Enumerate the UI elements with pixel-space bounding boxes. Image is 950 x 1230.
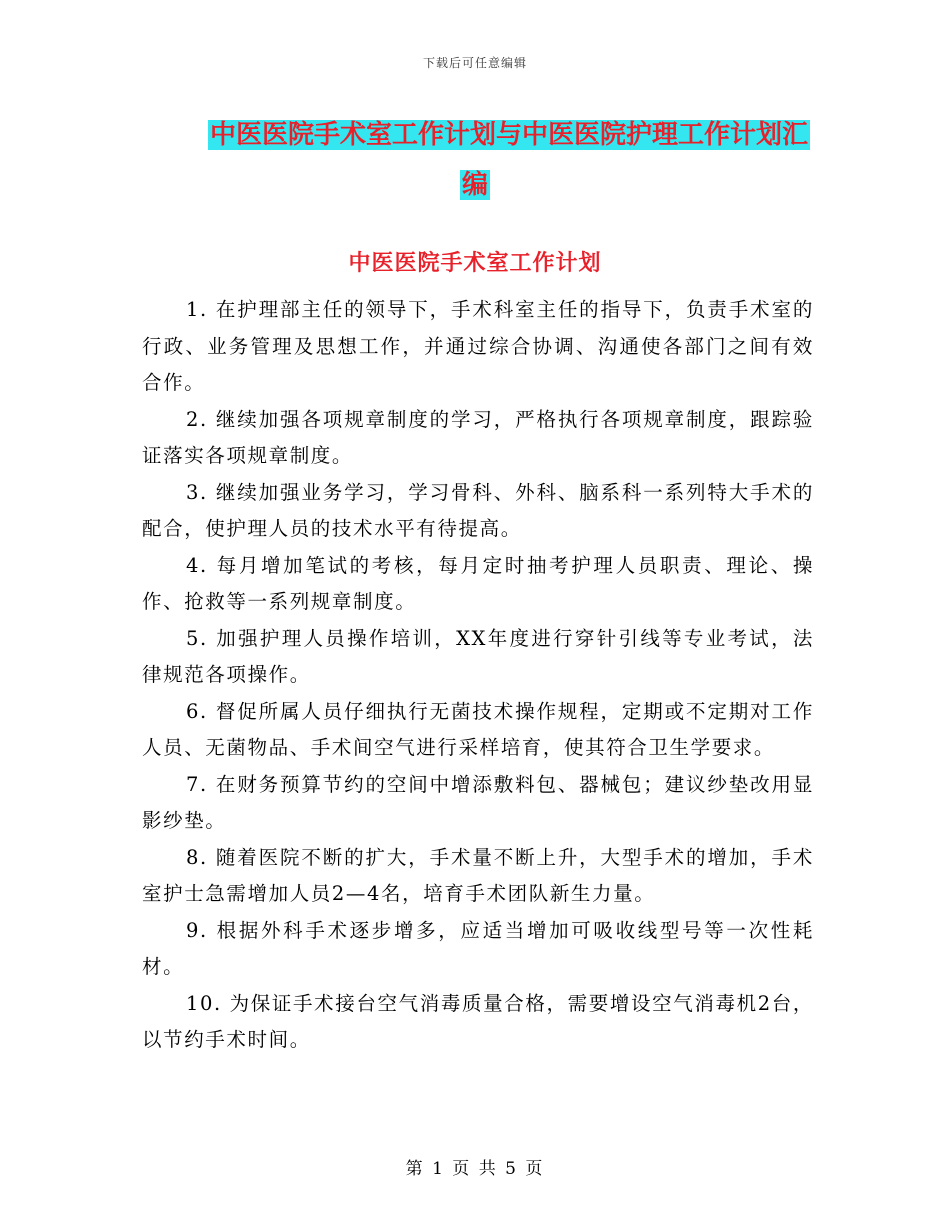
document-title-line-2 [140,160,810,210]
list-item: 1. 在护理部主任的领导下，手术科室主任的指导下，负责手术室的行政、业务管理及思想工作，并通过综合协调、沟通使各部门之间有效合作。 [142,298,814,394]
list-item: 6. 督促所属人员仔细执行无菌技术操作规程，定期或不定期对工作人员、无菌物品、手术间空气进行采样培育，使其符合卫生学要求。 [142,699,814,759]
list-item: 4. 每月增加笔试的考核，每月定时抽考护理人员职责、理论、操作、抢救等一系列规章制度。 [142,553,814,613]
list-item: 9. 根据外科手术逐步增多，应适当增加可吸收线型号等一次性耗材。 [142,918,814,978]
list-item: 10. 为保证手术接台空气消毒质量合格，需要增设空气消毒机2台，以节约手术时间。 [142,991,814,1051]
list-item: 7. 在财务预算节约的空间中增添敷料包、器械包；建议纱垫改用显影纱垫。 [142,772,814,832]
page-number: 第 1 页 共 5 页 [405,1159,545,1179]
document-title-line-1 [140,110,810,160]
header-note: 下载后可任意编辑 [422,56,527,70]
document-title [140,110,810,210]
list-item: 5. 加强护理人员操作培训，XX年度进行穿针引线等专业考试，法律规范各项操作。 [142,626,814,686]
list-item: 8. 随着医院不断的扩大，手术量不断上升，大型手术的增加，手术室护士急需增加人员2—4名，培育手术团队新生力量。 [142,845,814,905]
section-title: 中医医院手术室工作计划 [348,250,602,276]
title-highlight-1: 中医医院手术室工作计划与中医医院护理工作计划汇 [209,120,808,150]
title-highlight-2: 编 [461,170,488,200]
document-body [142,292,814,1059]
list-item: 3. 继续加强业务学习，学习骨科、外科、脑系科一系列特大手术的配合，使护理人员的技术水平有待提高。 [142,480,814,540]
list-item: 2. 继续加强各项规章制度的学习，严格执行各项规章制度，跟踪验证落实各项规章制度。 [142,407,814,467]
